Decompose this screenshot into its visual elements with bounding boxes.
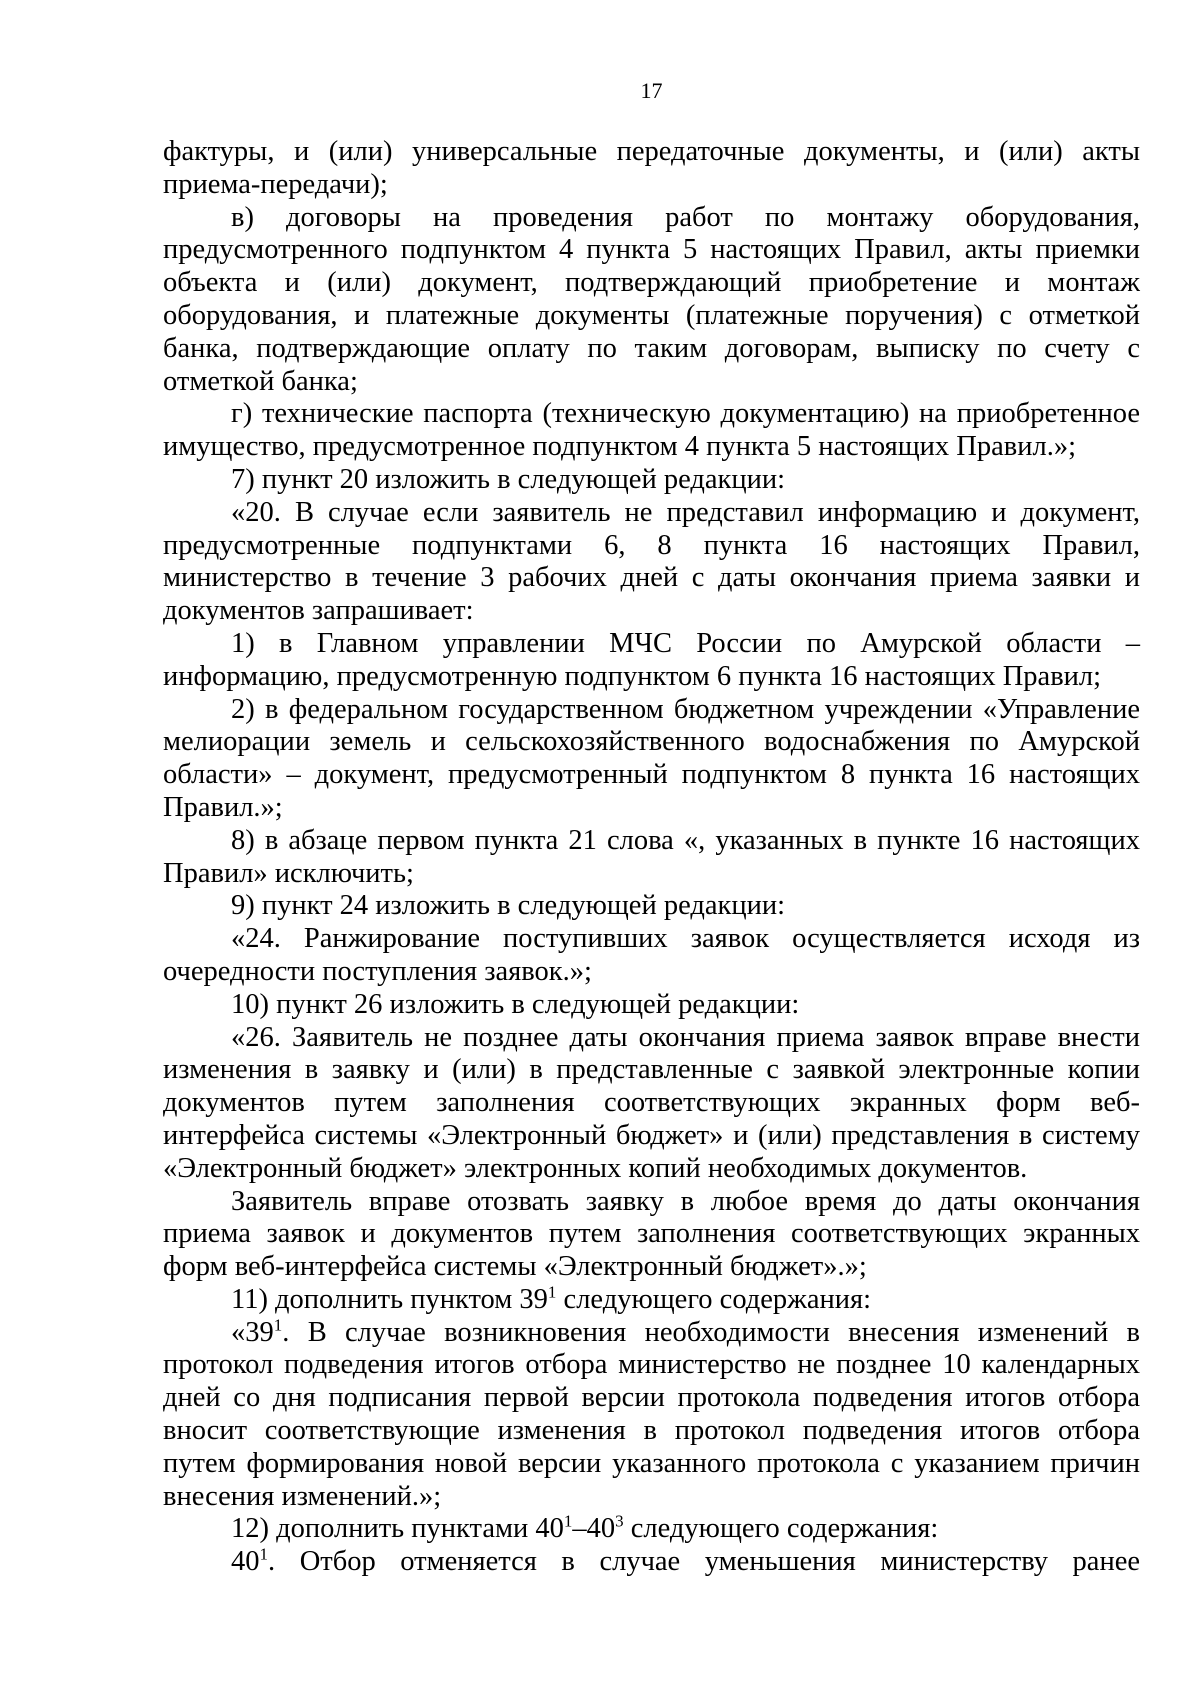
paragraph: «26. Заявитель не позднее даты окончания приема заявок вправе внести изменения в заявку и (или) в представленные с заявкой электронные копии документов путем заполнения соответствующих экранных форм веб-интерфейса системы «Электронный бюджет» и (или) представления в систему «Электронный бюджет» электронных копий необходимых документов. xyxy=(163,1021,1140,1184)
paragraph: 10) пункт 26 изложить в следующей редакции: xyxy=(231,988,800,1020)
paragraph: 8) в абзаце первом пункта 21 слова «, указанных в пункте 16 настоящих Правил» исключить; xyxy=(163,824,1140,889)
paragraph: 9) пункт 24 изложить в следующей редакции: xyxy=(231,890,786,922)
paragraph: 1) в Главном управлении МЧС России по Амурской области – информацию, предусмотренную подпунктом 6 пункта 16 настоящих Правил; xyxy=(163,627,1140,692)
paragraph-40-intro: 12) дополнить пунктами $40^1-40^3$ следующего содержания: xyxy=(231,1511,939,1545)
paragraph: «20. В случае если заявитель не представил информацию и документ, предусмотренные подпунктами 6, 8 пункта 16 настоящих Правил, министерство в течение 3 рабочих дней с даты окончания приема заявки и документов запрашивает: xyxy=(163,496,1140,627)
document-body xyxy=(163,136,1140,1579)
paragraph: «24. Ранжирование поступивших заявок осуществляется исходя из очередности поступления заявок.»; xyxy=(163,923,1140,987)
paragraph-39-1: «$39^1$. В случае возникновения необходимости внесения изменений в протокол подведения итогов отбора министерство не позднее 10 календарных дней со дня подписания первой версии протокола подведения итогов отбора вносит соответствующие изменения в протокол подведения итогов отбора путем формирования новой версии указанного протокола с указанием причин внесения изменений.»; xyxy=(163,1315,1140,1512)
paragraph: в) договоры на проведения работ по монтажу оборудования, предусмотренного подпунктом 4 пункта 5 настоящих Правил, акты приемки объекта и (или) документ, подтверждающий приобретение и монтаж оборудования, и платежные документы (платежные поручения) с отметкой банка, подтверждающие оплату по таким договорам, выписку по счету с отметкой банка; xyxy=(163,201,1140,397)
paragraph: 2) в федеральном государственном бюджетном учреждении «Управление мелиорации земель и сельскохозяйственного водоснабжения по Амурской области» – документ, предусмотренный подпунктом 8 пункта 16 настоящих Правил.»; xyxy=(163,693,1140,823)
paragraph: фактуры, и (или) универсальные передаточные документы, и (или) акты приема-передачи); xyxy=(163,136,1140,200)
paragraph-39-1-intro: 11) дополнить пунктом $39^1$ следующего содержания: xyxy=(231,1282,872,1315)
paragraph: г) технические паспорта (техническую документацию) на приобретенное имущество, предусмотренное подпунктом 4 пункта 5 настоящих Правил.»; xyxy=(163,398,1140,463)
paragraph-40-1: $40^1$. Отбор отменяется в случае уменьшения министерству ранее xyxy=(231,1544,1140,1578)
paragraph: 7) пункт 20 изложить в следующей редакции: xyxy=(231,463,786,495)
paragraph: Заявитель вправе отозвать заявку в любое время до даты окончания приема заявок и документов путем заполнения соответствующих экранных форм веб-интерфейса системы «Электронный бюджет».»; xyxy=(163,1185,1140,1283)
page-number: 17 xyxy=(640,78,663,103)
